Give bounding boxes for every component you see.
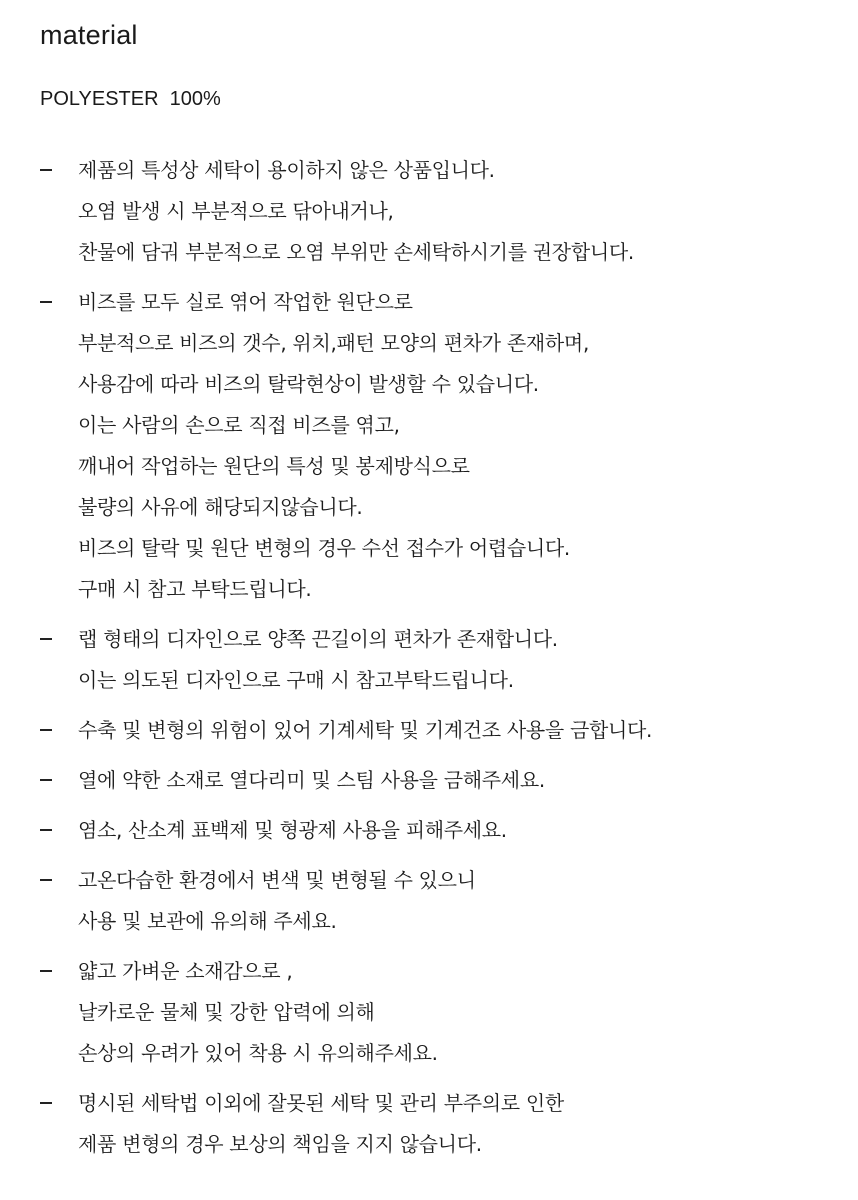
dash-bullet-icon [40, 729, 52, 731]
note-line: 찬물에 담궈 부분적으로 오염 부위만 손세탁하시기를 권장합니다. [78, 240, 634, 264]
dash-bullet-icon [40, 1102, 52, 1104]
care-note [0, 810, 858, 851]
note-line: 오염 발생 시 부분적으로 닦아내거나, [78, 199, 394, 223]
note-line: 수축 및 변형의 위험이 있어 기계세탁 및 기계건조 사용을 금합니다. [78, 718, 653, 742]
note-line: 사용 및 보관에 유의해 주세요. [78, 909, 337, 933]
care-note [0, 1083, 858, 1165]
dash-bullet-icon [40, 638, 52, 640]
dash-bullet-icon [40, 301, 52, 303]
note-line: 불량의 사유에 해당되지않습니다. [78, 495, 363, 519]
note-line: 열에 약한 소재로 열다리미 및 스팀 사용을 금해주세요. [78, 768, 545, 792]
note-line: 명시된 세탁법 이외에 잘못된 세탁 및 관리 부주의로 인한 [78, 1091, 564, 1115]
dash-bullet-icon [40, 169, 52, 171]
note-line: 사용감에 따라 비즈의 탈락현상이 발생할 수 있습니다. [78, 372, 539, 396]
section-title: material [40, 20, 138, 50]
care-note [0, 760, 858, 801]
note-line: 깨내어 작업하는 원단의 특성 및 봉제방식으로 [78, 454, 470, 478]
care-note [0, 860, 858, 942]
note-line: 얇고 가벼운 소재감으로 , [78, 959, 293, 983]
note-line: 비즈를 모두 실로 엮어 작업한 원단으로 [78, 290, 413, 314]
dash-bullet-icon [40, 970, 52, 972]
dash-bullet-icon [40, 779, 52, 781]
note-line: 고온다습한 환경에서 변색 및 변형될 수 있으니 [78, 868, 476, 892]
material-composition: POLYESTER 100% [40, 88, 221, 110]
note-line: 이는 사람의 손으로 직접 비즈를 엮고, [78, 413, 400, 437]
note-line: 염소, 산소계 표백제 및 형광제 사용을 피해주세요. [78, 818, 507, 842]
note-line: 제품의 특성상 세탁이 용이하지 않은 상품입니다. [78, 158, 495, 182]
dash-bullet-icon [40, 879, 52, 881]
note-line: 날카로운 물체 및 강한 압력에 의해 [78, 1000, 375, 1024]
note-line: 부분적으로 비즈의 갯수, 위치,패턴 모양의 편차가 존재하며, [78, 331, 589, 355]
care-note [0, 710, 858, 751]
note-line: 구매 시 참고 부탁드립니다. [78, 577, 312, 601]
note-line: 이는 의도된 디자인으로 구매 시 참고부탁드립니다. [78, 668, 514, 692]
note-line: 손상의 우려가 있어 착용 시 유의해주세요. [78, 1041, 438, 1065]
care-note [0, 951, 858, 1074]
note-line: 비즈의 탈락 및 원단 변형의 경우 수선 접수가 어렵습니다. [78, 536, 570, 560]
note-line: 제품 변형의 경우 보상의 책임을 지지 않습니다. [78, 1132, 482, 1156]
care-notes-list [0, 150, 858, 1174]
care-note [0, 619, 858, 701]
care-note [0, 150, 858, 273]
dash-bullet-icon [40, 829, 52, 831]
note-line: 랩 형태의 디자인으로 양쪽 끈길이의 편차가 존재합니다. [78, 627, 558, 651]
care-note [0, 282, 858, 610]
